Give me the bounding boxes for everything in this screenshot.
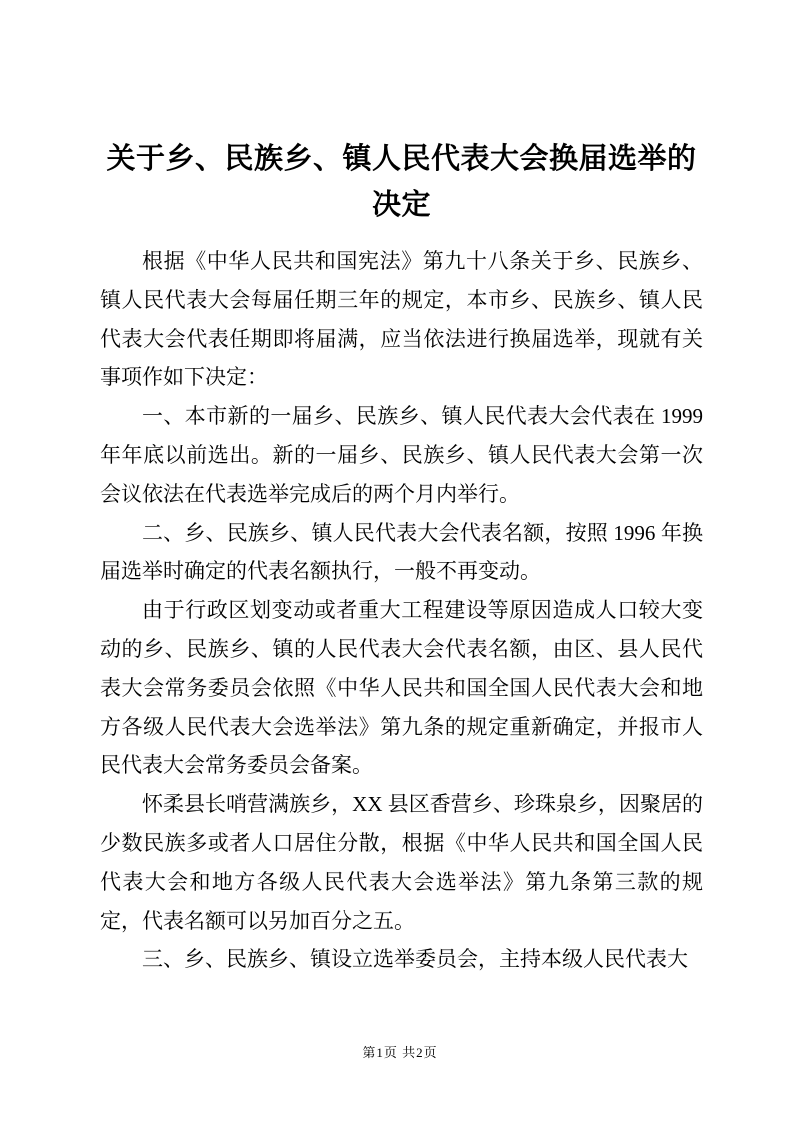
document-body bbox=[100, 242, 703, 979]
paragraph: 一、本市新的一届乡、民族乡、镇人民代表大会代表在 1999 年年底以前选出。新的一届乡、民族乡、镇人民代表大会第一次会议依法在代表选举完成后的两个月内举行。 bbox=[100, 404, 703, 506]
paragraph: 由于行政区划变动或者重大工程建设等原因造成人口较大变动的乡、民族乡、镇的人民代表大会代表名额，由区、县人民代表大会常务委员会依照《中华人民共和国全国人民代表大会和地方各级人民代表大会选举法》第九条的规定重新确定，并报市人民代表大会常务委员会备案。 bbox=[100, 598, 703, 778]
document-title: 关于乡、民族乡、镇人民代表大会换届选举的决定 bbox=[106, 143, 697, 221]
page-number-footer: 第1页 共2页 bbox=[362, 1045, 438, 1060]
paragraph: 三、乡、民族乡、镇设立选举委员会，主持本级人民代表大 bbox=[142, 947, 688, 972]
paragraph: 怀柔县长哨营满族乡，XX 县区香营乡、珍珠泉乡，因聚居的少数民族多或者人口居住分散，根据《中华人民共和国全国人民代表大会和地方各级人民代表大会选举法》第九条第三款的规定，代表名额可以另加百分之五。 bbox=[100, 792, 703, 933]
paragraph: 二、乡、民族乡、镇人民代表大会代表名额，按照 1996 年换届选举时确定的代表名额执行，一般不再变动。 bbox=[100, 520, 703, 584]
paragraph: 根据《中华人民共和国宪法》第九十八条关于乡、民族乡、镇人民代表大会每届任期三年的规定，本市乡、民族乡、镇人民代表大会代表任期即将届满，应当依法进行换届选举，现就有关事项作如下决定： bbox=[100, 249, 703, 390]
